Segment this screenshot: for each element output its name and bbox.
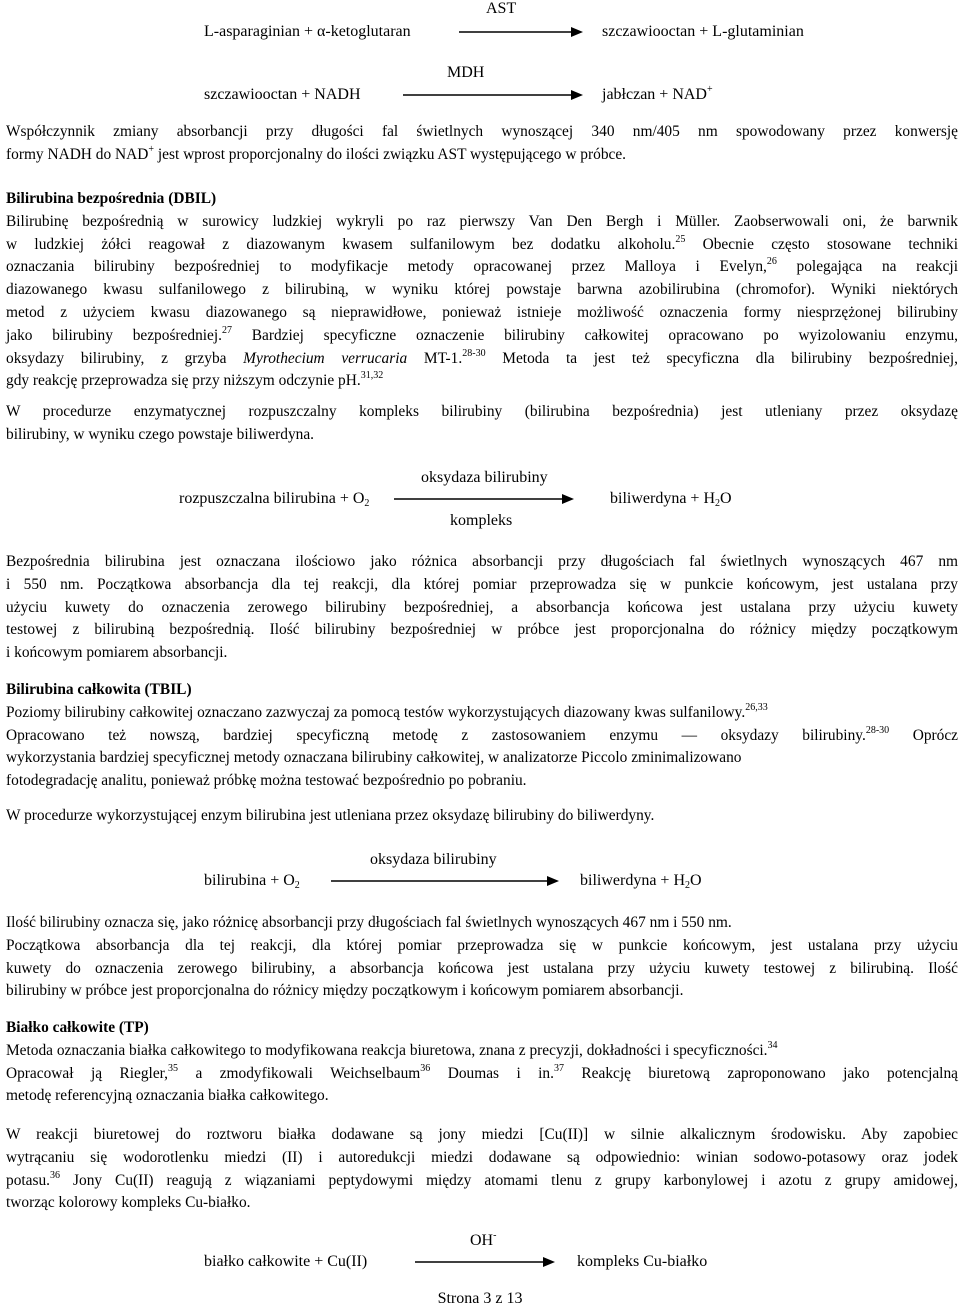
page-number-footer: Strona 3 z 13 <box>437 1290 523 1307</box>
dbil-complex-label: kompleks <box>450 512 513 529</box>
dbil-reaction-right: biliwerdyna + $H_2O$ <box>610 490 732 509</box>
tbil-reaction-left: bilirubina + $O_2$ <box>204 872 300 891</box>
tbil-enzyme-label: oksydaza bilirubiny <box>370 851 497 868</box>
ast-reaction-arrow <box>459 26 583 38</box>
tp-reaction-right: kompleks Cu-białko <box>577 1253 708 1270</box>
tbil-section: Bilirubina całkowita (TBIL) Poziomy bilirubiny całkowitej oznaczano zazwyczaj za pomocą testów wykorzystujących diazowany kwas sulfanilowy.$^{26,33}$ Opracowano też nowszą, bardziej specyficzną metodę z zastosowaniem enzymu — oksydazy bilirubiny.$^{28-30}$ Oprócz wykorzystania bardziej specyficznej metody oznaczana bilirubiny całkowitej, w analizatorze Piccolo zminimalizowano fotodegradację analitu, ponieważ próbkę można testować bezpośrednio po pobraniu. <box>6 681 959 790</box>
dbil-measurement-paragraph: Bezpośrednia bilirubina jest oznaczana ilościowo jako różnica absorbancji przy długościach fal świetlnych wynoszących 467 nm i 550 nm. Początkowa absorbancja dla tej reakcji, dla której pomiar przeprowadza się w punkcie końcowym, jest ustalana przy użyciu kuwety do oznaczenia zerowego bilirubiny bezpośredniej, a absorbancja końcowa jest ustalana przy użyciu kuwety testowej z bilirubiną bezpośrednią. Ilość bilirubiny bezpośredniej w próbce jest proporcjonalna do różnicy między początkowym i końcowym pomiarem absorbancji. <box>6 553 958 662</box>
ast-reaction-right: szczawiooctan + L-glutaminian <box>602 23 804 40</box>
tp-section: Białko całkowite (TP) Metoda oznaczania białka całkowitego to modyfikowana reakcja biuretowa, znana z precyzji, dokładności i specyficzności.$^{34}$ Opracował ją Riegler,$^{35}$ a zmodyfikowali Weichselbaum$^{36}$ Doumas i in.$^{37}$ Reakcję biuretową zaproponowano jako potencjalną metodę referencyjną oznaczania białka całkowitego. <box>6 1019 958 1105</box>
ast-enzyme-label: AST <box>486 0 517 17</box>
tp-heading: Białko całkowite (TP) <box>6 1019 149 1036</box>
dbil-section: Bilirubina bezpośrednia (DBIL) Bilirubinę bezpośrednią w surowicy ludzkiej wykryli po raz pierwszy Van Den Bergh i Müller. Zaobserwowali oni, że barwnik w ludzkiej żółci reagował z diazowanym kwasem sulfanilowym bez dodatku alkoholu.$^{25}$ Obecnie często stosowane techniki oznaczania bilirubiny bezpośredniej to modyfikacje metody opracowanej przez Malloya i Evelyn,$^{26}$ polegająca na reakcji diazowanego kwasu sulfanilowego z bilirubiną, w wyniku której powstaje barwna azobilirubina (chromofor). Wyniki niektórych metod z użyciem kwasu diazowanego są nieprawidłowe, ponieważ istnieje możliwość oznaczenia formy niesprzężonej bilirubiny jako bilirubiny bezpośredniej.$^{27}$ Bardziej specyficzne oznaczenie bilirubiny całkowitej opracowano po wyizolowaniu enzymu, oksydazy bilirubiny, z grzyba Myrothecium verrucaria MT-1.$^{28-30}$ Metoda ta jest też specyficzna dla bilirubiny bezpośredniej, gdy reakcję przeprowadza się przy niższym odczynie pH.$^{31,32}$ <box>6 190 959 390</box>
dbil-procedure-paragraph: W procedurze enzymatycznej rozpuszczalny kompleks bilirubiny (bilirubina bezpośrednia) jest utleniany przez oksydazę bilirubiny, w wyniku czego powstaje biliwerdyna. <box>6 403 958 443</box>
mdh-reaction-arrow <box>403 89 583 101</box>
dbil-reaction-left: rozpuszczalna bilirubina + $O_2$ <box>179 490 370 509</box>
dbil-reaction-arrow <box>394 493 574 505</box>
dbil-heading: Bilirubina bezpośrednia (DBIL) <box>6 190 217 207</box>
mdh-enzyme-label: MDH <box>447 64 485 81</box>
tbil-reaction-arrow <box>331 875 559 887</box>
tbil-procedure-paragraph: W procedurze wykorzystującej enzym bilirubina jest utleniana przez oksydazę bilirubiny do biliwerdyny. <box>6 807 655 824</box>
mdh-reaction-left: szczawiooctan + NADH <box>204 86 361 103</box>
tp-reaction-paragraph: W reakcji biuretowej do roztworu białka dodawane są jony miedzi [Cu(II)] w silnie alkalicznym środowisku. Aby zapobiec wytrącaniu się wodorotlenku miedzi (II) i autoredukcji miedzi dodawane są odpowiednio: winian sodowo-potasowy oraz jodek potasu.$^{36}$ Jony Cu(II) reagują z wiązaniami peptydowymi między atomami tlenu z grupy karbonylowej i azotu z grupy amidowej, tworząc kolorowy kompleks Cu-białko. <box>6 1126 958 1212</box>
tp-reaction-left: białko całkowite + Cu(II) <box>204 1253 368 1270</box>
ast-description-paragraph: Współczynnik zmiany absorbancji przy długości fal świetlnych wynoszącej 340 nm/405 nm spowodowany przez konwersję formy NADH do NAD+ jest wprost proporcjonalny do ilości związku AST występującego w próbce. <box>6 123 958 163</box>
tbil-heading: Bilirubina całkowita (TBIL) <box>6 681 192 698</box>
tbil-measurement-paragraph: Ilość bilirubiny oznacza się, jako różnicę absorbancji przy długościach fal świetlnych wynoszących 467 nm i 550 nm. Początkowa absorbancja dla tej reakcji, dla której pomiar przeprowadza się w punkcie końcowym, jest ustalana przy użyciu kuwety do oznaczenia zerowego bilirubiny, a absorbancja końcowa jest ustalana przy użyciu kuwety testowej z bilirubiną. Ilość bilirubiny w próbce jest proporcjonalna do różnicy między początkowym i końcowym pomiarem absorbancji. <box>6 914 958 1000</box>
tbil-reaction-right: biliwerdyna + $H_2O$ <box>580 872 702 891</box>
tp-reaction-arrow <box>415 1256 555 1268</box>
tp-reagent-label: OH- <box>470 1230 497 1249</box>
ast-reaction-left: L-asparaginian + α-ketoglutaran <box>204 23 411 40</box>
mdh-reaction-right: jabłczan + NAD+ <box>602 84 713 103</box>
dbil-enzyme-label: oksydaza bilirubiny <box>421 469 548 486</box>
